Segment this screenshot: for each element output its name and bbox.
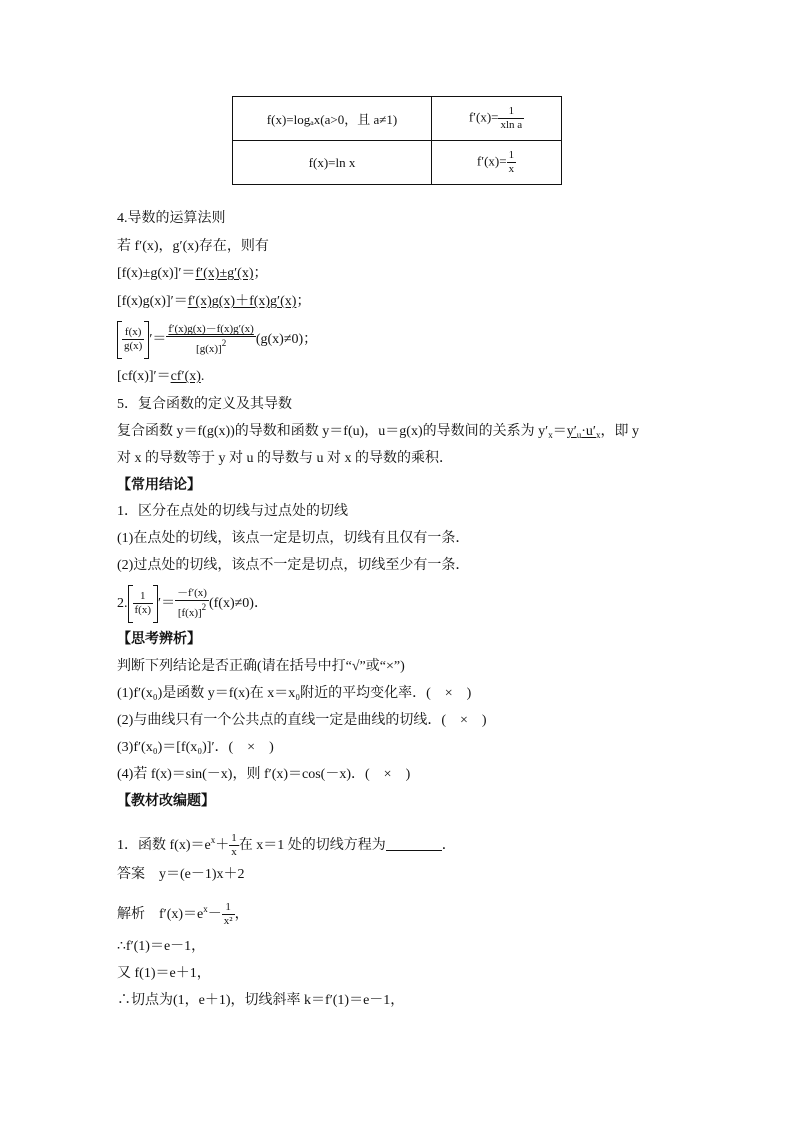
solution-step: ∴切点为(1，e＋1)，切线斜率 k＝f′(1)＝e－1，	[117, 993, 405, 1008]
judgement-item: (1)f′(x₀)是函数 y＝f(x)在 x＝x₀附近的平均变化率．( × )	[117, 686, 472, 701]
table-row	[233, 141, 562, 185]
formula-quotient-rule: $\frac{f(x)}{g(x)}$ ′＝ $\frac{f'(x)g(x)-f(x)g'(x)}{[g(x)]^2}$ (g(x)≠0)；	[117, 320, 317, 360]
solution-step: 又 f(1)＝e＋1，	[117, 966, 211, 981]
section-heading: 4.导数的运算法则	[117, 211, 226, 226]
paragraph: (2)过点处的切线，该点不一定是切点，切线至少有一条．	[117, 558, 470, 573]
table-cell-derivative: f′(x)= $\frac{1}{\text{xln a}}$	[432, 97, 562, 141]
judgement-item: (3)f′(x₀)＝[f(x₀)]′．( × )	[117, 740, 274, 755]
formula-product-rule: [f(x)g(x)]′＝f′(x)g(x)＋f(x)g′(x)；	[117, 294, 311, 309]
fraction: $\frac{1}{\text{xln a}}$	[500, 105, 523, 131]
paragraph: 复合函数 y＝f(g(x))的导数和函数 y＝f(u)，u＝g(x)的导数间的关系为 $y'_x=y'_u\cdot u'_x$，即 y	[117, 424, 639, 440]
formula-sum-rule: [f(x)±g(x)]′＝f′(x)±g′(x)；	[117, 266, 268, 281]
derivative-table	[232, 96, 562, 185]
paragraph: 1．区分在点处的切线与过点处的切线	[117, 504, 348, 519]
paragraph: 若 f′(x)，g′(x)存在，则有	[117, 239, 269, 254]
question: 1．函数 $f(x)=e^x+$ $\frac{1}{x}$ 在 x＝1 处的切线方程为 ．	[117, 832, 456, 859]
table-cell-derivative: f′(x)= $\frac{1}{x}$	[432, 141, 562, 185]
table-cell-function: f(x)=ln x	[233, 141, 432, 185]
section-heading: 【教材改编题】	[117, 794, 215, 809]
fraction: $\frac{1}{x}$	[508, 149, 515, 175]
table-cell-function: f(x)=logₐx(a>0，且 a≠1)	[233, 97, 432, 141]
paragraph: 对 x 的导数等于 y 对 u 的导数与 u 对 x 的导数的乘积．	[117, 451, 453, 466]
section-heading: 【常用结论】	[117, 478, 201, 493]
judgement-item: (2)与曲线只有一个公共点的直线一定是曲线的切线．( × )	[117, 713, 487, 728]
answer-blank	[386, 836, 442, 851]
table-row	[233, 97, 562, 141]
answer: 答案 y＝(e－1)x＋2	[117, 867, 245, 882]
formula-constant-rule: [cf(x)]′＝cf′(x).	[117, 369, 205, 384]
section-heading: 【思考辨析】	[117, 632, 201, 647]
paragraph: 判断下列结论是否正确(请在括号中打“√”或“×”)	[117, 659, 405, 674]
judgement-item: (4)若 f(x)＝sin(－x)，则 f′(x)＝cos(－x)．( × )	[117, 767, 411, 782]
paragraph: (1)在点处的切线，该点一定是切点，切线有且仅有一条．	[117, 531, 470, 546]
formula-reciprocal-rule: 2. $\frac{1}{f(x)}$ ′＝ $\frac{-f'(x)}{[f(x)]^2}$ (f(x)≠0)．	[117, 584, 268, 624]
analysis: 解析 $f'(x)=e^x-$ $\frac{1}{\text{x²}}$ ，	[117, 901, 249, 928]
section-heading: 5．复合函数的定义及其导数	[117, 397, 292, 412]
solution-step: ∴f′(1)＝e－1，	[117, 939, 206, 954]
